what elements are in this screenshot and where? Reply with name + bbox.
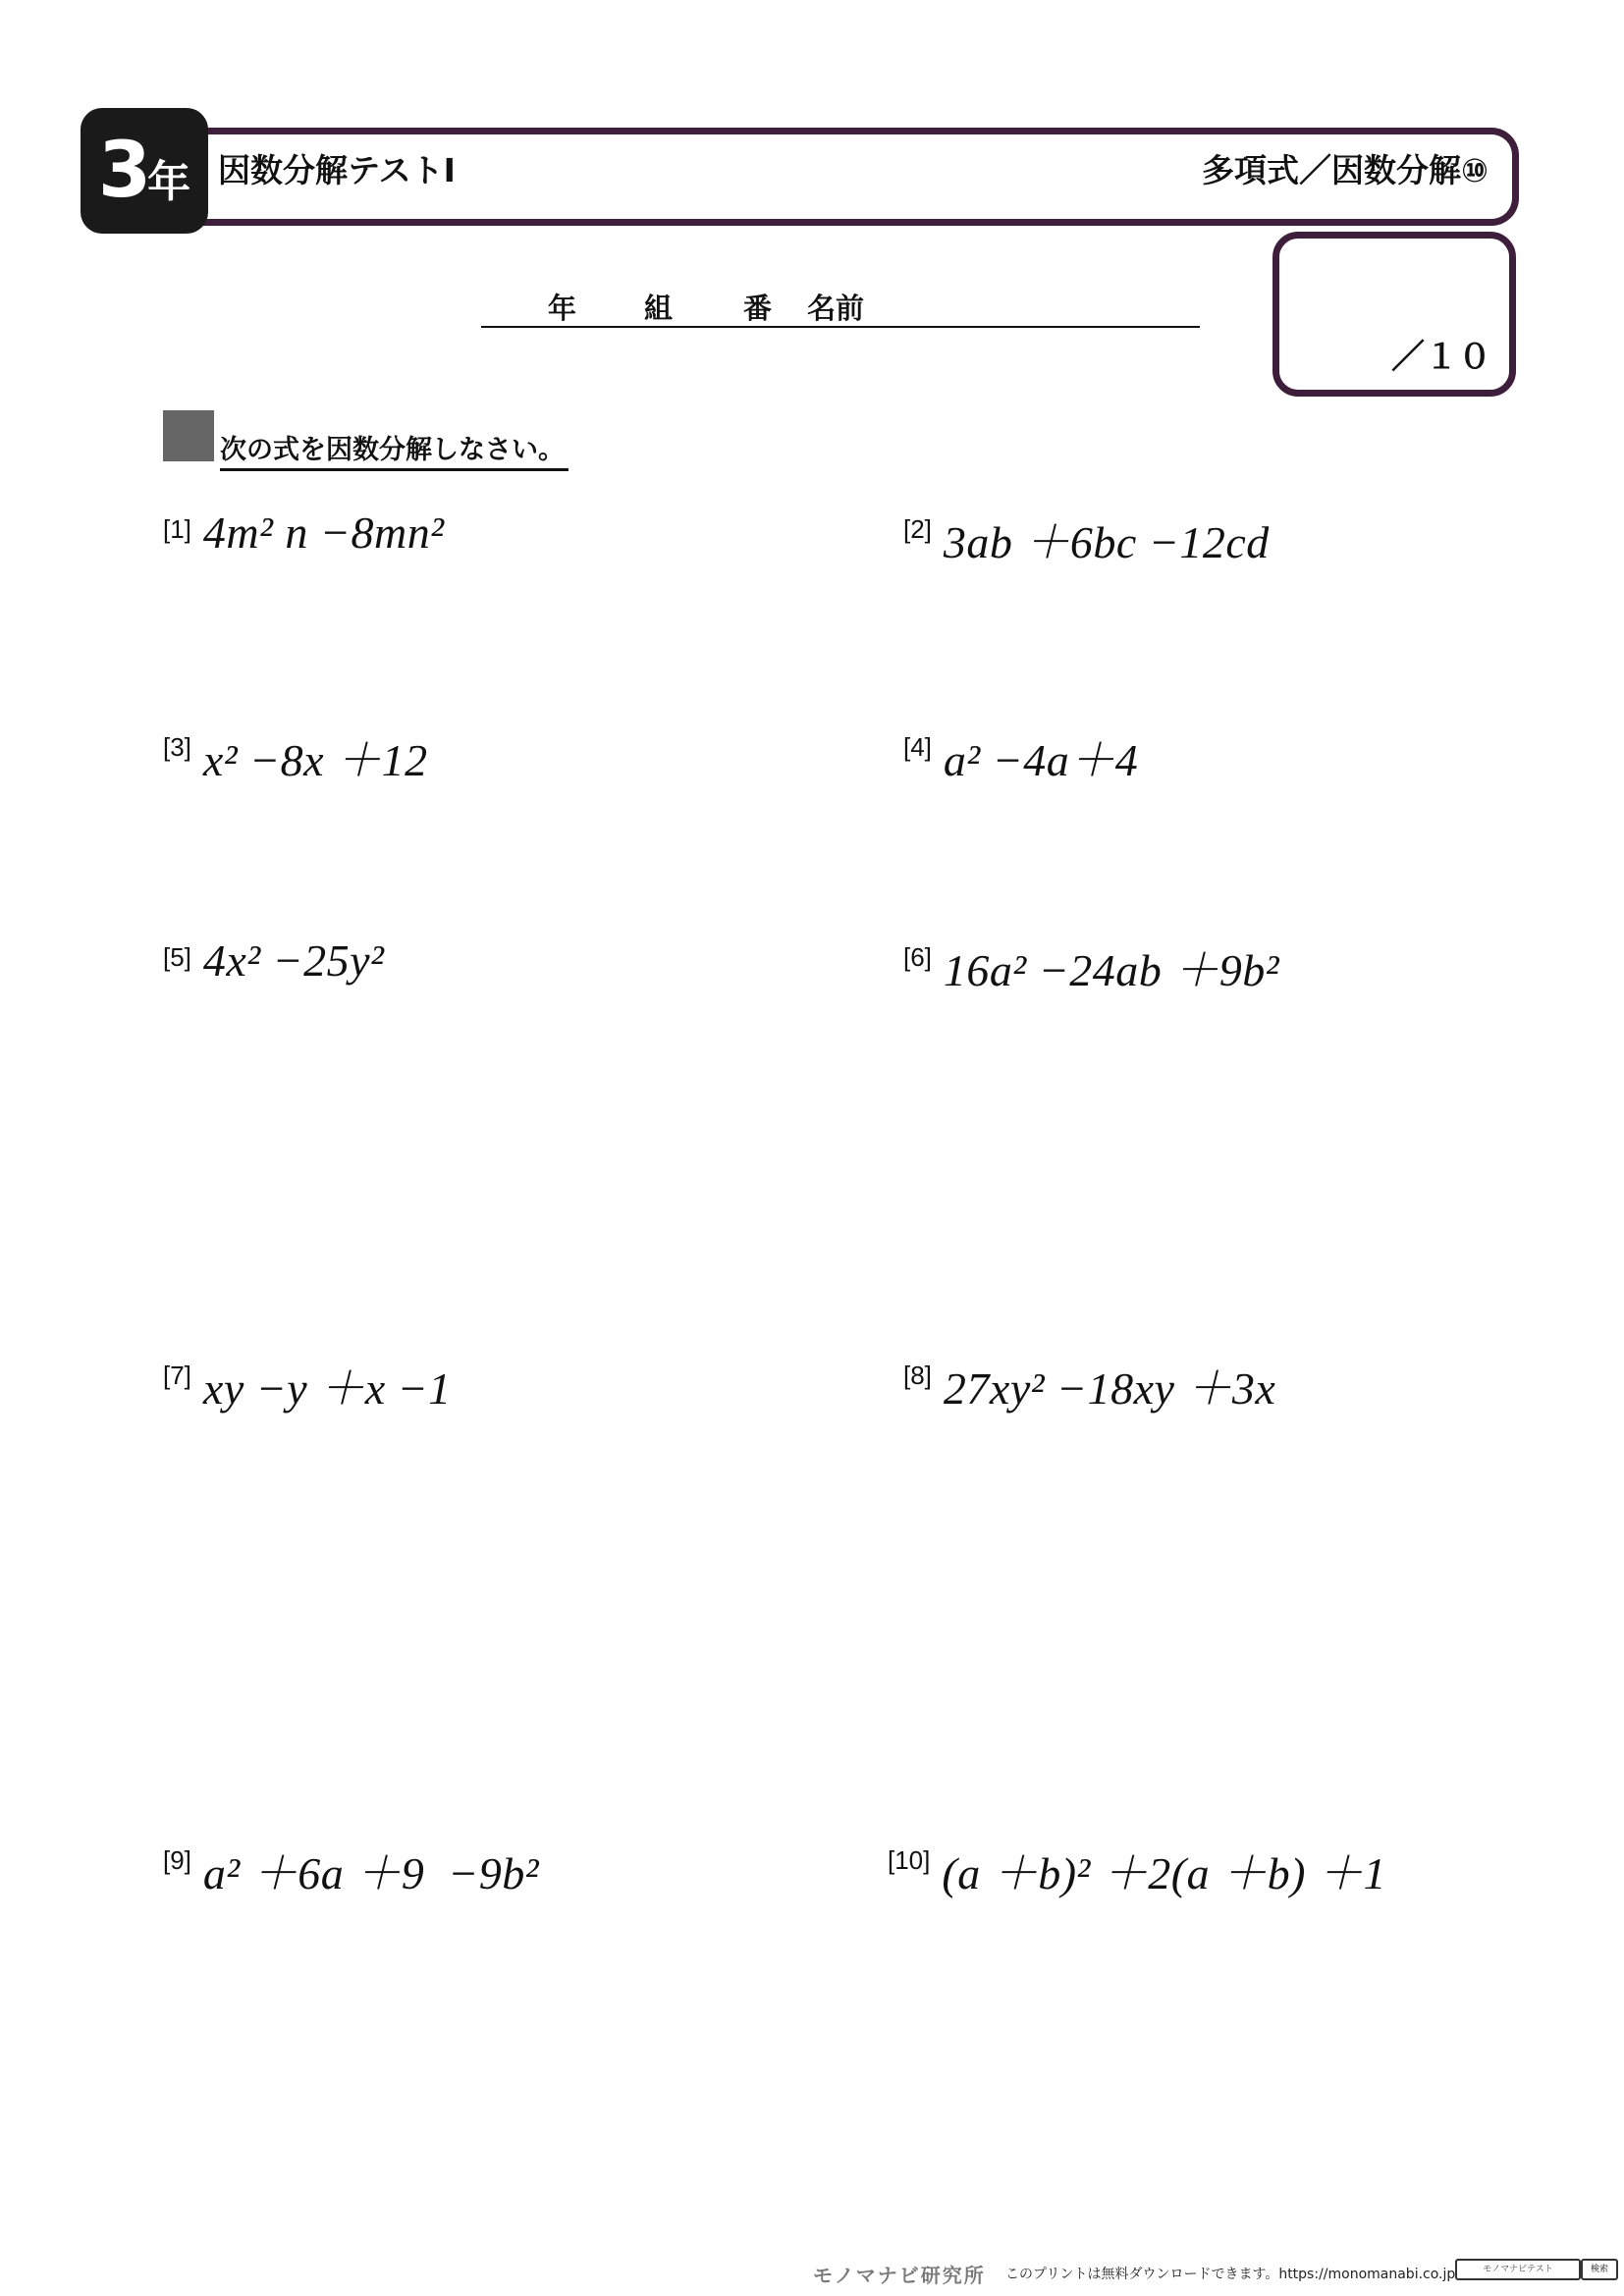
worksheet-category: 多項式／因数分解⑩ bbox=[1202, 151, 1489, 189]
instruction-marker bbox=[163, 410, 214, 461]
number-label: 番 bbox=[743, 292, 773, 325]
name-label: 名前 bbox=[807, 292, 865, 325]
instruction-text: 次の式を因数分解しなさい。 bbox=[220, 428, 568, 471]
footer-search-button[interactable]: 検索 bbox=[1581, 2259, 1618, 2280]
problem-1 bbox=[163, 507, 444, 559]
problem-expression: 16a² −24ab ＋9b² bbox=[943, 945, 1280, 995]
problem-4 bbox=[903, 724, 1138, 789]
grade-badge bbox=[81, 108, 208, 234]
problem-number: [9] bbox=[163, 1845, 191, 1875]
score-total: ／１０ bbox=[1391, 338, 1491, 377]
problem-expression: 27xy² −18xy ＋3x bbox=[943, 1363, 1276, 1414]
problem-expression: a² ＋6a ＋9 −9b² bbox=[202, 1848, 540, 1898]
problem-expression: xy −y ＋x −1 bbox=[202, 1363, 452, 1414]
problem-number: [1] bbox=[163, 514, 191, 544]
year-label: 年 bbox=[548, 292, 577, 325]
problem-number: [3] bbox=[163, 732, 191, 762]
problem-number: [7] bbox=[163, 1361, 191, 1390]
problem-number: [4] bbox=[903, 732, 932, 762]
worksheet-title: 因数分解テストⅠ bbox=[218, 151, 456, 189]
problem-8 bbox=[903, 1353, 1275, 1417]
problem-5 bbox=[163, 934, 384, 987]
grade-unit: 年 bbox=[147, 157, 191, 207]
problem-7 bbox=[163, 1353, 452, 1417]
problem-number: [8] bbox=[903, 1361, 932, 1390]
grade-number: 3 bbox=[97, 127, 148, 215]
problem-10 bbox=[888, 1838, 1386, 1902]
problem-number: [2] bbox=[903, 514, 932, 544]
problem-expression: x² −8x ＋12 bbox=[202, 735, 428, 785]
problem-number: [10] bbox=[888, 1845, 931, 1875]
problem-number: [6] bbox=[903, 942, 932, 972]
problem-expression: 4x² −25y² bbox=[202, 935, 385, 986]
problem-expression: a² −4a＋4 bbox=[943, 735, 1139, 785]
footer-search-input[interactable]: モノマナビテスト bbox=[1455, 2259, 1581, 2280]
problem-expression: (a ＋b)² ＋2(a ＋b) ＋1 bbox=[942, 1848, 1386, 1898]
problem-expression: 4m² n −8mn² bbox=[202, 507, 445, 558]
problem-2 bbox=[903, 507, 1270, 571]
footer-logo: モノマナビ研究所 bbox=[813, 2264, 986, 2287]
problem-6 bbox=[903, 934, 1279, 999]
class-label: 組 bbox=[644, 292, 674, 325]
score-box[interactable] bbox=[1272, 232, 1516, 397]
problem-expression: 3ab ＋6bc −12cd bbox=[943, 517, 1270, 567]
problem-3 bbox=[163, 724, 428, 789]
problem-9 bbox=[163, 1838, 539, 1902]
footer-text: このプリントは無料ダウンロードできます。https://monomanabi.co.jp bbox=[1005, 2267, 1456, 2282]
problem-number: [5] bbox=[163, 942, 191, 972]
